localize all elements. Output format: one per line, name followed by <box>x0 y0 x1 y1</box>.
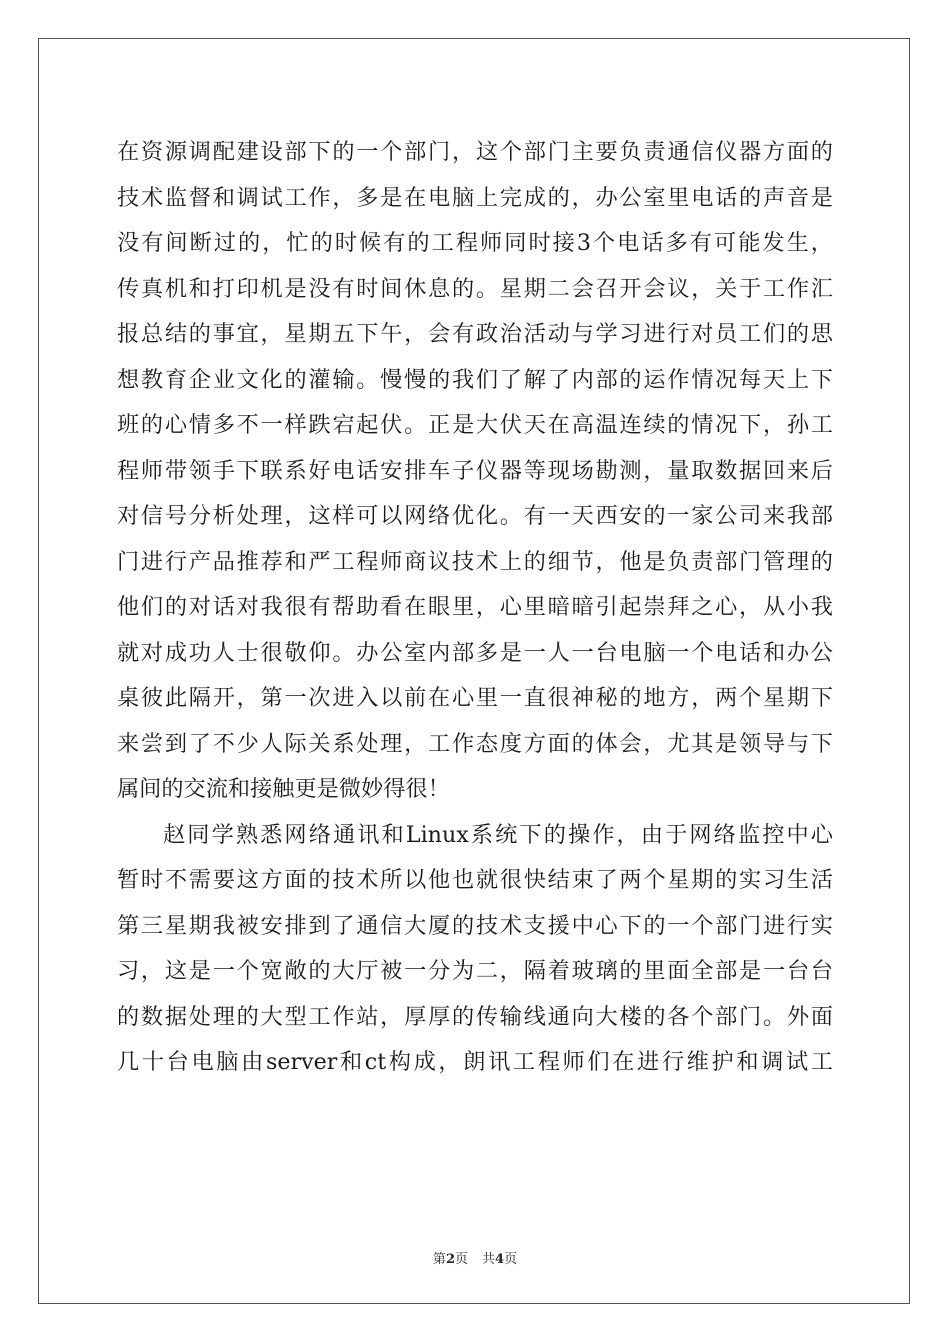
text-line-4: 传真机和打印机是没有时间休息的。星期二会召开会议，关于工作汇 <box>117 275 833 302</box>
total-prefix: 共 <box>482 1252 496 1267</box>
text-line-13: 桌彼此隔开，第一次进入以前在心里一直很神秘的地方，两个星期下 <box>117 685 833 711</box>
total-suffix: 页 <box>504 1252 518 1267</box>
text-line-19: 习，这是一个宽敞的大厅被一分为二，隔着玻璃的里面全部是一台台 <box>117 958 833 984</box>
page-total: 4 <box>495 1252 505 1267</box>
text-line-5: 报总结的事宜，星期五下午，会有政治活动与学习进行对员工们的思 <box>117 321 833 347</box>
text-line-18: 第三星期我被安排到了通信大厦的技术支援中心下的一个部门进行实 <box>117 912 833 939</box>
text-line-10: 门进行产品推荐和严工程师商议技术上的细节，他是负责部门管理的 <box>117 548 833 575</box>
text-line-6: 想教育企业文化的灌输。慢慢的我们了解了内部的运作情况每天上下 <box>117 366 833 393</box>
text-line-21: 几十台电脑由server和ct构成，朗讯工程师们在进行维护和调试工 <box>117 1049 833 1075</box>
text-line-7: 班的心情多不一样跌宕起伏。正是大伏天在高温连续的情况下，孙工 <box>117 412 833 438</box>
page-footer <box>0 1248 950 1267</box>
text-line-15: 属间的交流和接触更是微妙得很！ <box>117 776 450 802</box>
text-line-17: 暂时不需要这方面的技术所以他也就很快结束了两个星期的实习生活 <box>117 867 833 893</box>
page-prefix: 第 <box>432 1252 446 1267</box>
text-line-1: 在资源调配建设部下的一个部门，这个部门主要负责通信仪器方面的 <box>117 139 833 165</box>
text-line-12: 就对成功人士很敬仰。办公室内部多是一人一台电脑一个电话和办公 <box>117 639 833 666</box>
text-line-2: 技术监督和调试工作，多是在电脑上完成的，办公室里电话的声音是 <box>117 184 833 211</box>
page-suffix: 页 <box>454 1252 468 1267</box>
text-line-14: 来尝到了不少人际关系处理，工作态度方面的体会，尤其是领导与下 <box>117 730 833 757</box>
text-line-9: 对信号分析处理，这样可以网络优化。有一天西安的一家公司来我部 <box>117 503 833 529</box>
text-line-8: 程师带领手下联系好电话安排车子仪器等现场勘测，量取数据回来后 <box>117 457 833 484</box>
document-body <box>117 130 833 1086</box>
text-line-11: 他们的对话对我很有帮助看在眼里，心里暗暗引起崇拜之心，从小我 <box>117 594 833 620</box>
page-current: 2 <box>445 1252 455 1267</box>
text-line-20: 的数据处理的大型工作站，厚厚的传输线通向大楼的各个部门。外面 <box>117 1003 833 1030</box>
text-line-16: 赵同学熟悉网络通讯和Linux系统下的操作，由于网络监控中心 <box>163 821 833 848</box>
text-line-3: 没有间断过的，忙的时候有的工程师同时接3个电话多有可能发生， <box>117 230 833 256</box>
